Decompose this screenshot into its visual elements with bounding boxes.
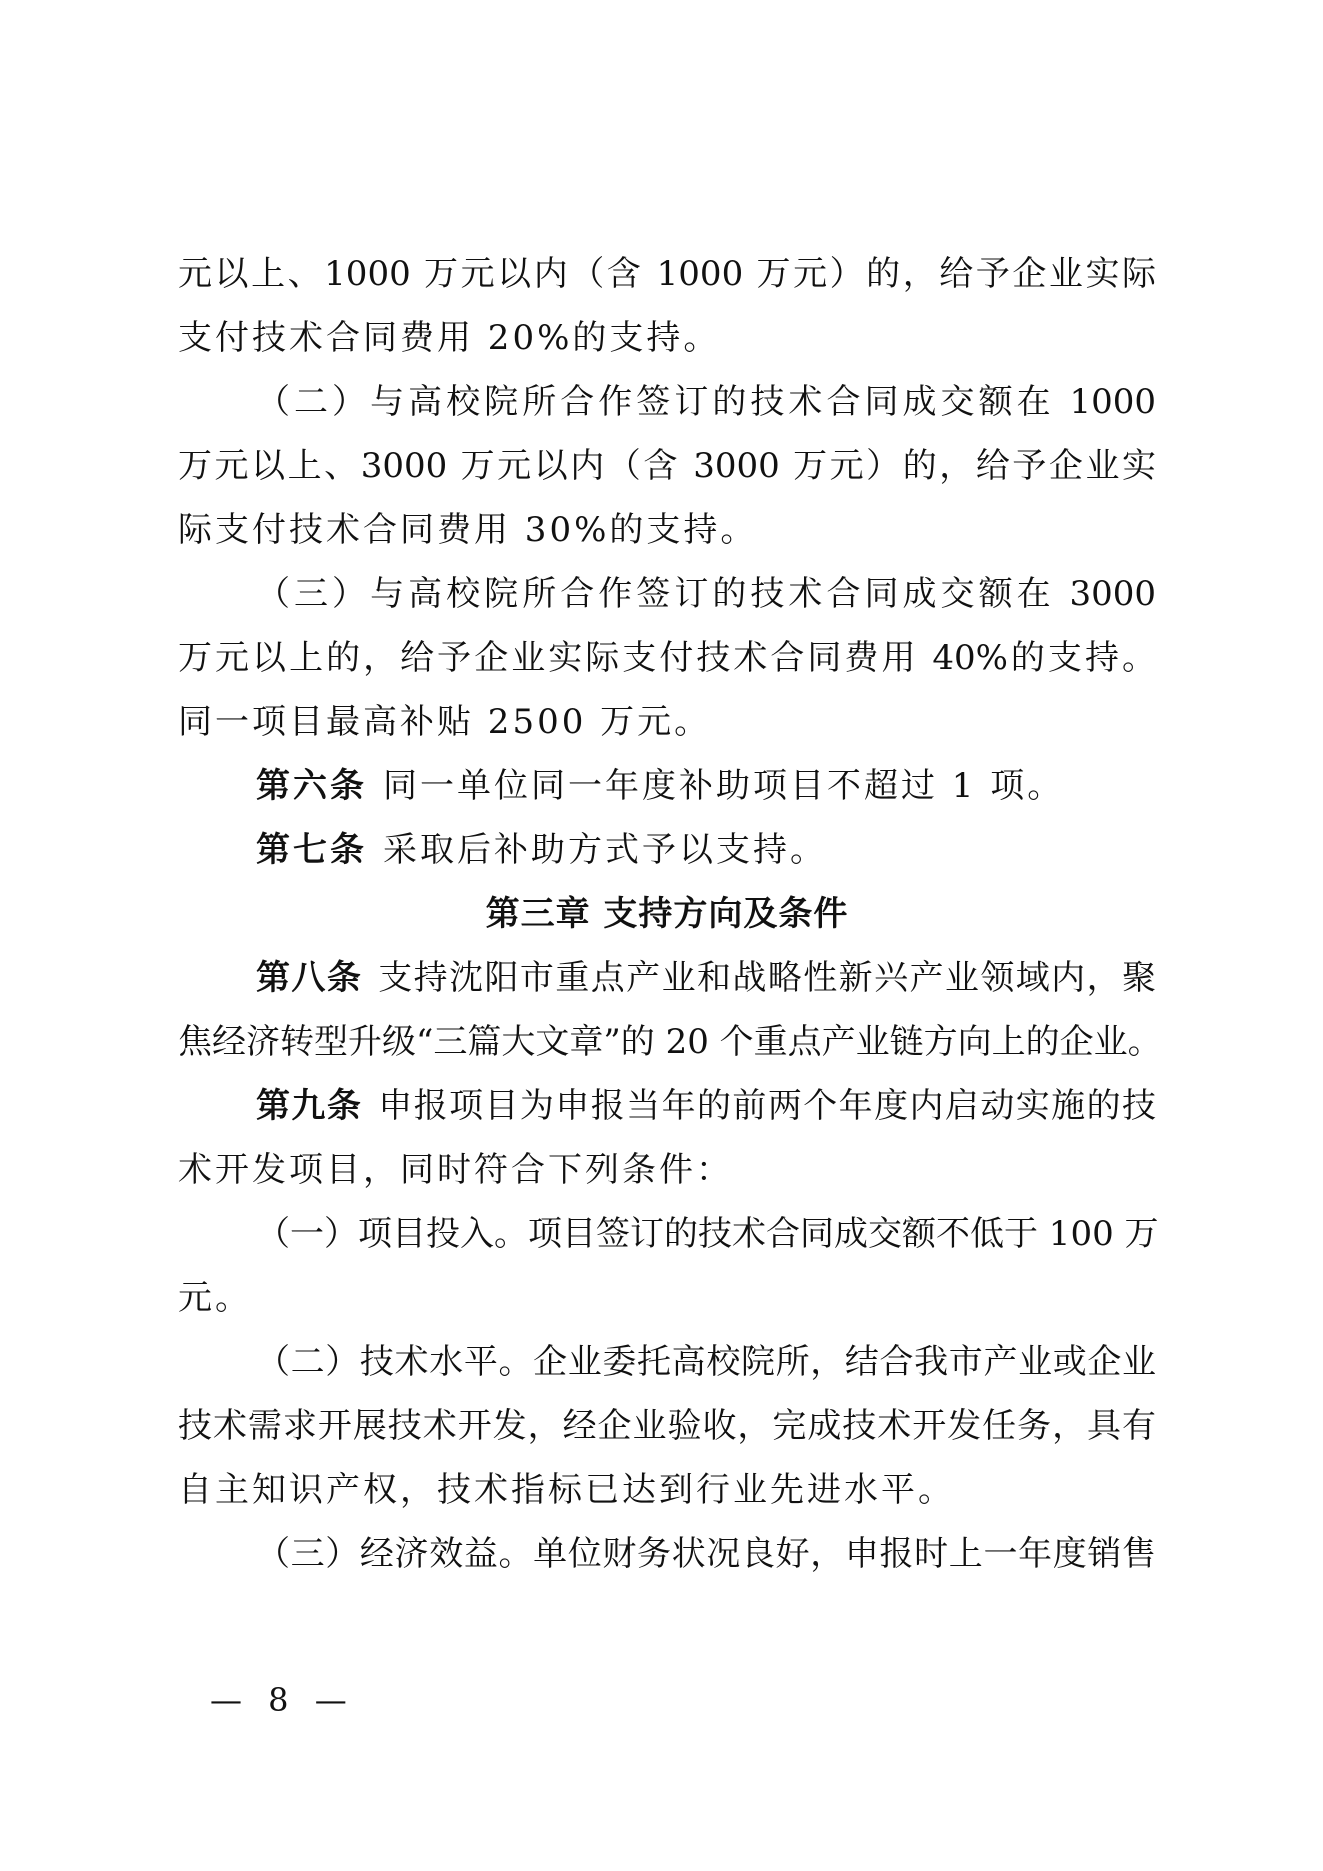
text-line: 焦经济转型升级“三篇大文章”的 20 个重点产业链方向上的企业。 bbox=[178, 1022, 1162, 1062]
article-8-text: 支持沈阳市重点产业和战略性新兴产业领域内，聚 bbox=[378, 958, 1156, 998]
text-line: （二）与高校院所合作签订的技术合同成交额在 1000 bbox=[256, 382, 1156, 422]
article-6-label: 第六条 bbox=[256, 766, 367, 806]
text-line: 支付技术合同费用 20%的支持。 bbox=[178, 318, 721, 358]
article-9-label: 第九条 bbox=[256, 1086, 363, 1126]
article-6-text: 同一单位同一年度补助项目不超过 1 项。 bbox=[383, 766, 1065, 806]
text-line: 同一项目最高补贴 2500 万元。 bbox=[178, 702, 712, 742]
text-line: 自主知识产权，技术指标已达到行业先进水平。 bbox=[178, 1470, 955, 1510]
text-line: 元。 bbox=[178, 1278, 252, 1318]
condition-item: （一）项目投入。项目签订的技术合同成交额不低于 100 万 bbox=[256, 1214, 1159, 1254]
article-7 bbox=[256, 818, 1156, 882]
article-7-label: 第七条 bbox=[256, 830, 367, 870]
article-8-label: 第八条 bbox=[256, 958, 363, 998]
condition-item: （二）技术水平。企业委托高校院所，结合我市产业或企业 bbox=[256, 1342, 1156, 1382]
text-line: 万元以上的，给予企业实际支付技术合同费用 40%的支持。 bbox=[178, 638, 1156, 678]
article-6 bbox=[256, 754, 1156, 818]
article-9-text: 申报项目为申报当年的前两个年度内启动实施的技 bbox=[378, 1086, 1156, 1126]
text-line: 术开发项目，同时符合下列条件： bbox=[178, 1150, 733, 1190]
text-line: 际支付技术合同费用 30%的支持。 bbox=[178, 510, 758, 550]
text-line: 元以上、1000 万元以内（含 1000 万元）的，给予企业实际 bbox=[178, 254, 1156, 294]
article-7-text: 采取后补助方式予以支持。 bbox=[383, 830, 827, 870]
article-9 bbox=[256, 1074, 1156, 1138]
text-line: （三）与高校院所合作签订的技术合同成交额在 3000 bbox=[256, 574, 1156, 614]
condition-item: （三）经济效益。单位财务状况良好，申报时上一年度销售 bbox=[256, 1534, 1156, 1574]
text-line: 技术需求开展技术开发，经企业验收，完成技术开发任务，具有 bbox=[178, 1406, 1156, 1446]
text-line: 万元以上、3000 万元以内（含 3000 万元）的，给予企业实 bbox=[178, 446, 1156, 486]
page-number: — 8 — bbox=[210, 1681, 355, 1719]
article-8 bbox=[256, 946, 1156, 1010]
chapter-heading: 第三章 支持方向及条件 bbox=[485, 894, 849, 934]
